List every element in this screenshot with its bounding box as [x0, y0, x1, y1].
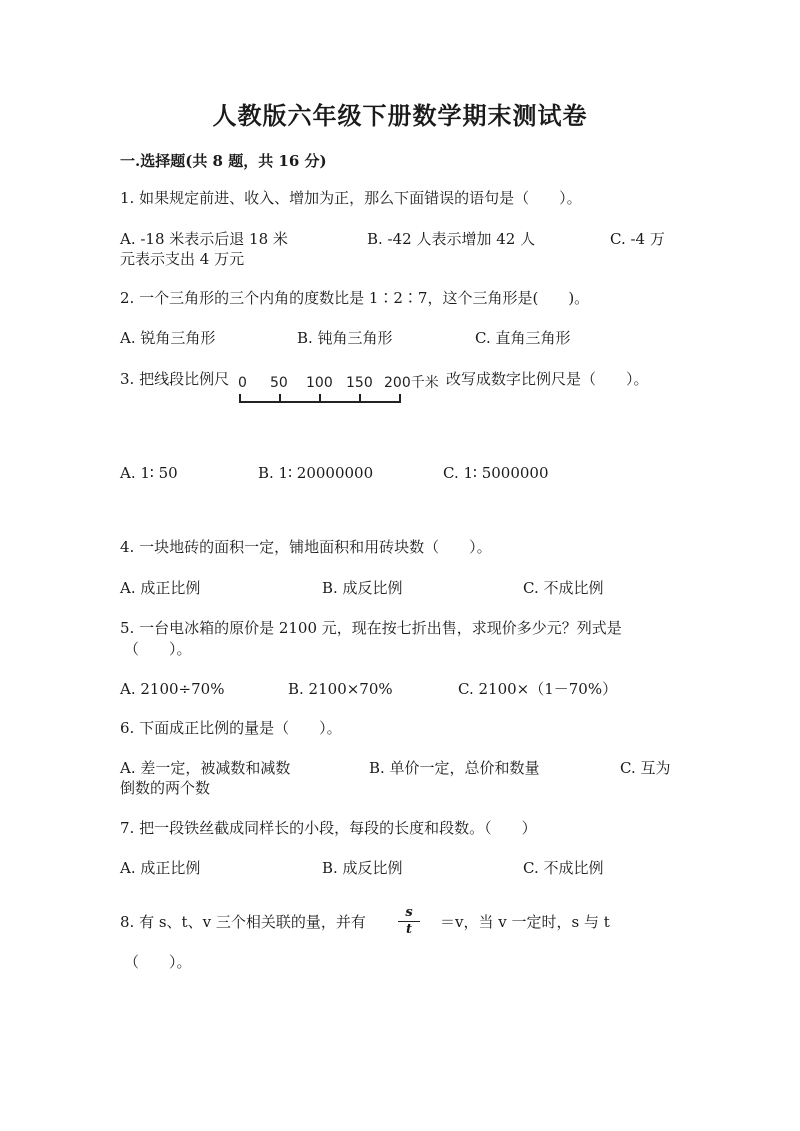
scale-label-200-km: 200千米: [384, 375, 439, 391]
question-5-option-c: C. 2100×（1－70%）: [458, 680, 618, 698]
question-3-option-c: C. 1∶ 5000000: [443, 464, 549, 482]
question-1-stem: 1. 如果规定前进、收入、增加为正，那么下面错误的语句是（ ）。: [120, 189, 582, 207]
question-2-option-c: C. 直角三角形: [475, 329, 571, 347]
question-8-stem-before: 8. 有 s、t、v 三个相关联的量，并有: [120, 913, 366, 931]
line-segment-scale: [236, 372, 446, 408]
question-3-option-b: B. 1∶ 20000000: [258, 464, 374, 482]
question-5-option-a: A. 2100÷70%: [120, 680, 225, 698]
fraction-denominator: t: [405, 922, 412, 937]
scale-label-100: 100: [306, 375, 333, 391]
question-4-stem: 4. 一块地砖的面积一定，铺地面积和用砖块数（ ）。: [120, 538, 492, 556]
section-heading: 一.选择题(共 8 题，共 16 分): [120, 152, 327, 170]
scale-label-50: 50: [270, 375, 288, 391]
page-title: 人教版六年级下册数学期末测试卷: [212, 101, 588, 130]
question-2-stem: 2. 一个三角形的三个内角的度数比是 1∶2∶7，这个三角形是( )。: [120, 289, 590, 307]
question-1-option-c: C. -4 万: [610, 230, 665, 248]
question-6-option-a: A. 差一定，被减数和减数: [120, 759, 291, 777]
question-6-stem: 6. 下面成正比例的量是（ ）。: [120, 719, 342, 737]
question-1-option-c-continued: 元表示支出 4 万元: [120, 250, 245, 268]
question-2-option-b: B. 钝角三角形: [297, 329, 393, 347]
question-5-option-b: B. 2100×70%: [288, 680, 393, 698]
question-4-option-a: A. 成正比例: [120, 579, 201, 597]
question-2-option-a: A. 锐角三角形: [120, 329, 216, 347]
question-6-option-c-continued: 倒数的两个数: [120, 779, 211, 797]
question-4-option-b: B. 成反比例: [322, 579, 403, 597]
scale-label-150: 150: [346, 375, 373, 391]
question-7-option-c: C. 不成比例: [523, 859, 604, 877]
question-1-option-b: B. -42 人表示增加 42 人: [367, 230, 536, 248]
question-5-stem-continued: （ ）。: [124, 640, 192, 658]
question-7-stem: 7. 把一段铁丝截成同样长的小段，每段的长度和段数。（ ）: [120, 819, 537, 837]
question-4-option-c: C. 不成比例: [523, 579, 604, 597]
scale-bar-graphic: [236, 372, 446, 408]
question-3-stem-after: 改写成数字比例尺是（ ）。: [446, 370, 649, 388]
fraction-s-over-t: [398, 906, 420, 937]
question-6-option-c: C. 互为: [620, 759, 671, 777]
question-8-stem-after: ＝v，当 v 一定时，s 与 t: [440, 913, 610, 931]
question-5-stem: 5. 一台电冰箱的原价是 2100 元，现在按七折出售，求现价多少元？列式是: [120, 619, 622, 637]
question-7-option-b: B. 成反比例: [322, 859, 403, 877]
question-8-stem-continued: （ ）。: [124, 953, 192, 971]
question-1-option-a: A. -18 米表示后退 18 米: [120, 230, 288, 248]
question-7-option-a: A. 成正比例: [120, 859, 201, 877]
scale-label-0: 0: [238, 375, 247, 391]
fraction-numerator: s: [405, 905, 413, 920]
question-6-option-b: B. 单价一定，总价和数量: [369, 759, 540, 777]
question-3-stem-before: 3. 把线段比例尺: [120, 370, 230, 388]
question-3-option-a: A. 1∶ 50: [120, 464, 178, 482]
